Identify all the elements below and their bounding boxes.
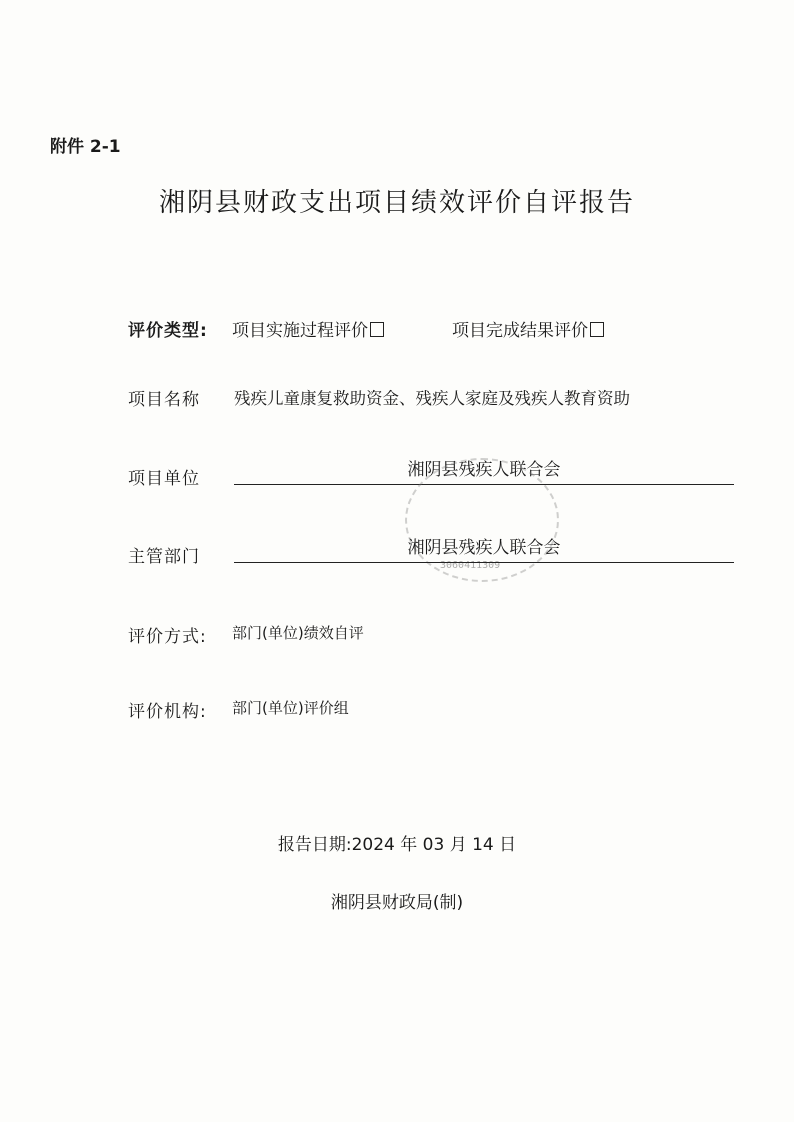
supervising-dept-label: 主管部门 [128,547,200,567]
evaluation-org-value: 部门(单位)评价组 [232,699,349,717]
issuer: 湘阴县财政局(制) [330,893,464,913]
page-title: 湘阴县财政支出项目绩效评价自评报告 [158,188,635,218]
evaluation-org-label: 评价机构: [128,702,207,722]
checkbox-icon[interactable] [590,322,604,337]
project-name-label: 项目名称 [128,390,200,410]
evaluation-type-option-process[interactable] [232,316,384,341]
project-unit-label: 项目单位 [128,469,200,489]
option-process-text: 项目实施过程评价 [232,321,368,341]
evaluation-type-label: 评价类型: [128,321,208,341]
attachment-label: 附件 2-1 [50,137,121,157]
seal-number: 3060411309 [440,560,501,571]
evaluation-method-value: 部门(单位)绩效自评 [232,624,364,642]
evaluation-type-option-result[interactable] [452,316,604,341]
checkbox-icon[interactable] [370,322,384,337]
supervising-dept-value: 湘阴县残疾人联合会 [234,536,734,563]
report-date: 报告日期:2024 年 03 月 14 日 [277,835,517,855]
option-result-text: 项目完成结果评价 [452,321,588,341]
evaluation-method-label: 评价方式: [128,627,207,647]
project-name-value: 残疾儿童康复救助资金、残疾人家庭及残疾人教育资助 [234,389,630,408]
project-unit-value: 湘阴县残疾人联合会 [234,458,734,485]
